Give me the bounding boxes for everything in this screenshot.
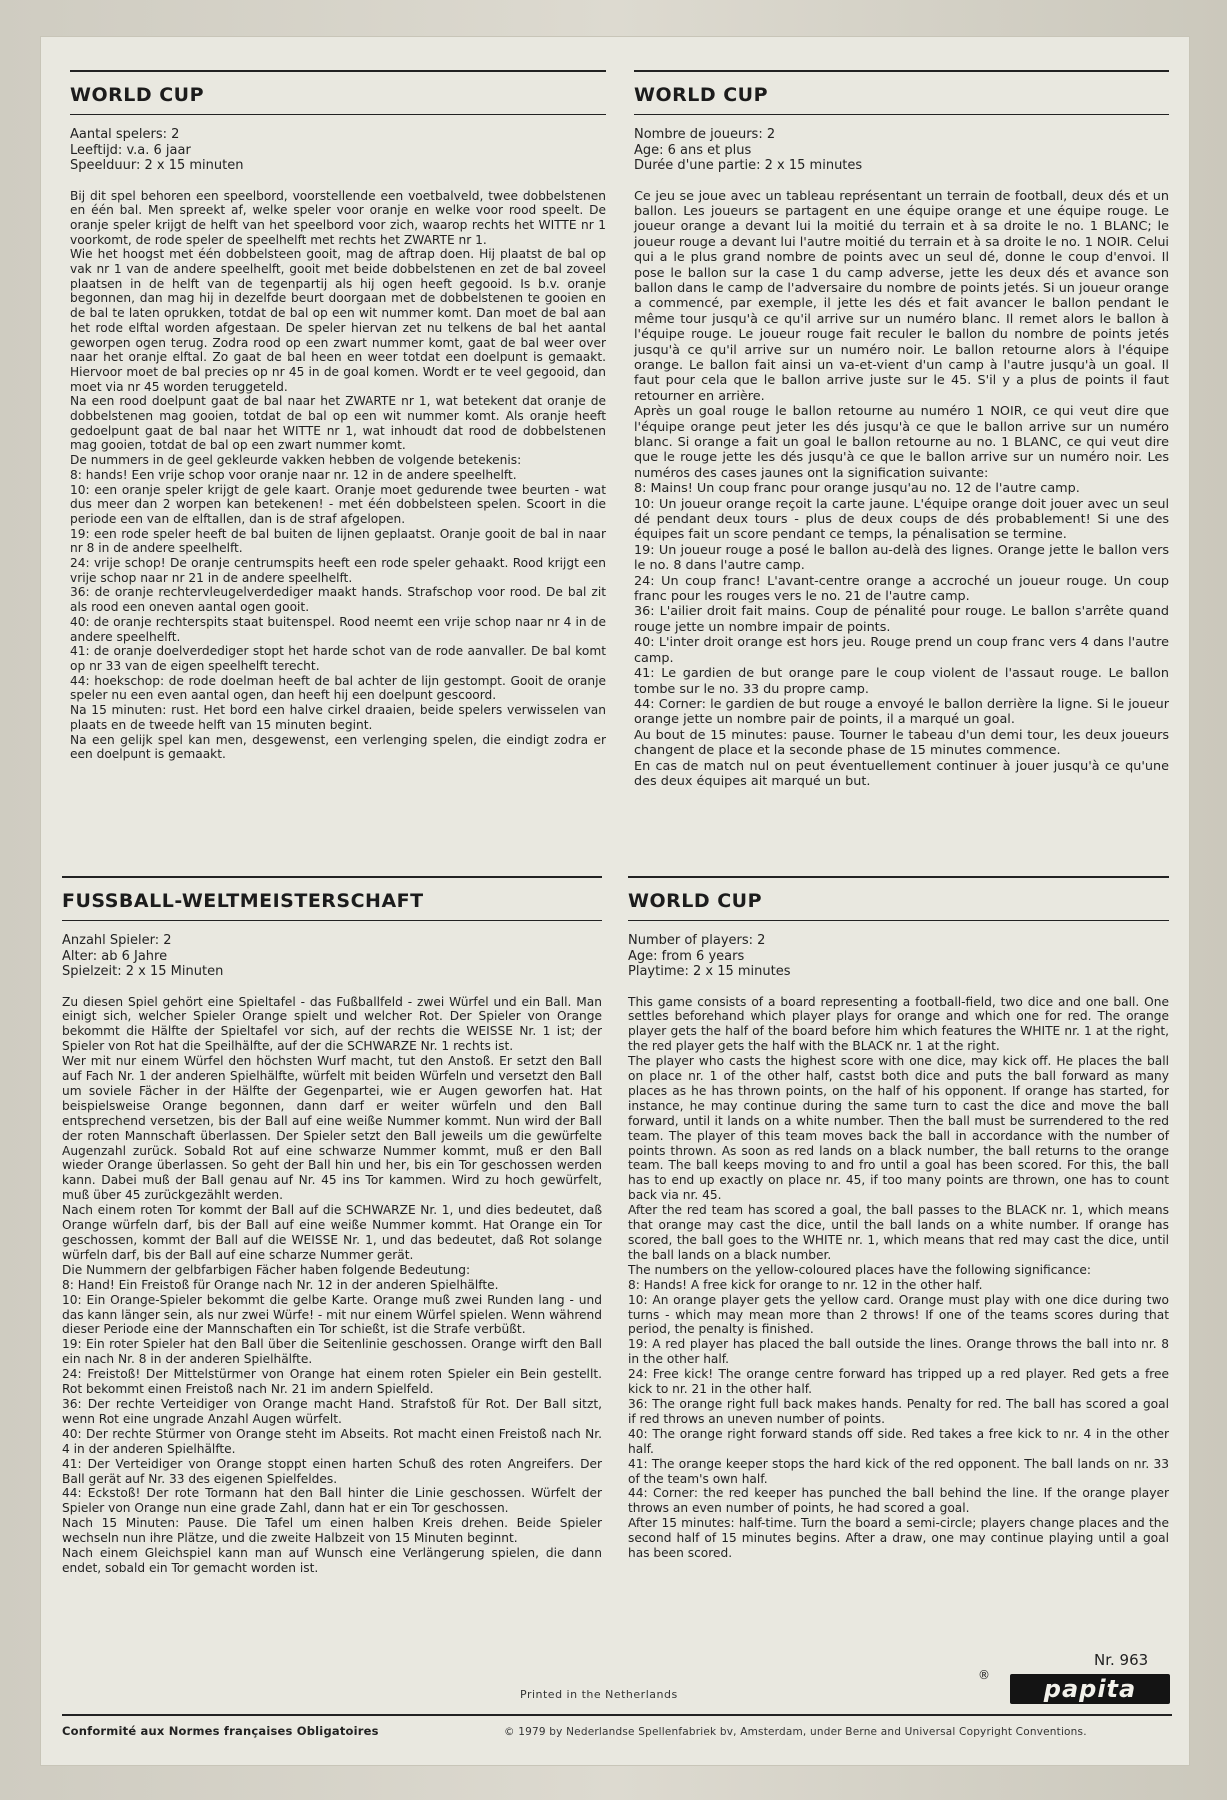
game-meta [628,933,1169,980]
rules-paragraph: 19: Un joueur rouge a posé le ballon au-delà des lignes. Orange jette le ballon vers le no. 8 dans l'autre camp. [634,542,1169,574]
rules-paragraph: 36: Der rechte Verteidiger von Orange macht Hand. Strafstoß für Rot. Der Ball sitzt, wenn Rot eine ungrade Anzahl Augen würfelt. [62,1396,602,1426]
rules-text [634,189,1169,790]
rules-english [628,876,1169,1561]
rules-paragraph: 8: Hand! Ein Freistoß für Orange nach Nr. 12 in der anderen Spielhälfte. [62,1277,499,1292]
rules-paragraph: 10: een oranje speler krijgt de gele kaart. Oranje moet gedurende twee beurten - wat dus meer dan 2 worpen kan betekenen! - met één dobbelsteen spelen. Scoort in die periode een van de elftallen, dan is de straf afgelopen. [70,482,606,526]
rules-paragraph: 24: Un coup franc! L'avant-centre orange a accroché un joueur rouge. Un coup franc pour les rouges vers le no. 21 de l'autre camp. [634,573,1169,605]
meta-line: Speelduur: 2 x 15 minuten [70,158,244,173]
meta-line: Anzahl Spieler: 2 [62,933,172,948]
meta-line: Number of players: 2 [628,933,766,948]
rules-paragraph: 8: Hands! A free kick for orange to nr. 12 in the other half. [628,1277,983,1292]
meta-line: Age: from 6 years [628,948,745,964]
rules-paragraph: Die Nummern der gelbfarbigen Fächer haben folgende Bedeutung: [62,1262,471,1277]
rules-paragraph: 41: The orange keeper stops the hard kick of the red opponent. The ball lands on nr. 33 of the team's own half. [628,1456,1169,1486]
game-meta [70,127,606,174]
panel-title: WORLD CUP [634,70,1169,115]
meta-line: Age: 6 ans et plus [634,142,752,158]
rules-paragraph: 24: vrije schop! De oranje centrumspits heeft een rode speler gehaakt. Rood krijgt een vrije schop naar nr 21 in de andere speelhelft. [70,556,606,585]
rules-paragraph: Ce jeu se joue avec un tableau représentant un terrain de football, deux dés et un ballon. Les joueurs se partagent en une équipe orange et une équipe rouge. Le joueur orange a devant lui la moitié du terrain et à sa droite le no. 1 BLANC; le joueur rouge a devant lui l'autre moitié du terrain et à sa droite le no. 1 NOIR. Celui qui a le plus grand nombre de points avec un seul dé, donne le coup d'envoi. Il pose le ballon sur la case 1 du camp adverse, jette les deux dés et avance son ballon dans le camp de l'adversaire du nombre de points jetés. Si un joueur orange a commencé, par exemple, il jette les dés et fait avancer le ballon pendant le même tour jusqu'à ce qu'il arrive sur un numéro blanc. Il remet alors le ballon à l'équipe rouge. Le joueur rouge fait reculer le ballon du nombre de points jetés jusqu'à ce qu'il arrive sur un numéro noir. Le ballon retourne alors à l'équipe orange. Le ballon fait ainsi un va-et-vient d'un camp à l'autre jusqu'à un goal. Il faut pour cela que le ballon arrive juste sur le 45. S'il y a plus de points il faut retourner en arrière. [634,188,1169,404]
panel-title: WORLD CUP [628,876,1169,921]
rules-paragraph: Na een gelijk spel kan men, desgewenst, een verlenging spelen, die eindigt zodra er een doelpunt is gemaakt. [70,732,606,762]
rules-paragraph: De nummers in de geel gekleurde vakken hebben de volgende betekenis: [70,453,522,468]
rules-paragraph: 36: The orange right full back makes hands. Penalty for red. The ball has scored a goal if red throws an uneven number of points. [628,1396,1169,1426]
rules-paragraph: This game consists of a board representing a football-field, two dice and one ball. One settles beforehand which player plays for orange and which one for red. The orange player gets the half of the board before him which features the WHITE nr. 1 at the right, the red player gets the half with the BLACK nr. 1 at the right. [628,994,1169,1054]
rules-paragraph: En cas de match nul on peut éventuellement continuer à jouer jusqu'à ce qu'une des deux équipes ait marqué un but. [634,758,1169,789]
rules-paragraph: Na een rood doelpunt gaat de bal naar het ZWARTE nr 1, wat betekent dat oranje de dobbelstenen mag gooien, totdat de bal op een wit nummer komt. Als oranje heeft gedoelpunt gaat de bal naar het WITTE nr 1, wat inhoudt dat rood de dobbelstenen mag gooien, totdat de bal op een zwart nummer komt. [70,394,606,453]
rules-paragraph: Wie het hoogst met één dobbelsteen gooit, mag de aftrap doen. Hij plaatst de bal op vak nr 1 van de andere speelhelft, gooit met beide dobbelstenen en zet de bal zoveel plaatsen in de helft van de tegenpartij als hij ogen heeft gegooid. Is b.v. oranje begonnen, dan mag hij in dezelfde beurt doorgaan met de dobbelstenen te gooien en de bal te laten oprukken, totdat de bal op een wit nummer komt. Dan moet de bal aan het rode elftal worden afgestaan. De speler hiervan zet nu telkens de bal het aantal geworpen ogen terug. Zodra rood op een zwart nummer komt, gaat de bal weer over naar het oranje elftal. Zo gaat de bal heen en weer totdat een doelpunt is gemaakt. Hiervoor moet de bal precies op nr 45 in de goal komen. Wordt er te veel gegooid, dan moet via nr 45 worden teruggeteld. [70,247,606,394]
rules-paragraph: 10: Un joueur orange reçoit la carte jaune. L'équipe orange doit jouer avec un seul dé pendant deux tours - plus de deux coups de dés probablement! Si une des équipes fait un score pendant ce temps, la pénalisation se termine. [634,496,1169,543]
rules-paragraph: 24: Free kick! The orange centre forward has tripped up a red player. Red gets a free kick to nr. 21 in the other half. [628,1367,1169,1397]
copyright-note: © 1979 by Nederlandse Spellenfabriek bv, Amsterdam, under Berne and Universal Copyright Conventions. [504,1726,1087,1738]
rules-paragraph: 41: de oranje doelverdediger stopt het harde schot van de rode aanvaller. De bal komt op nr 33 van de eigen speelhelft terecht. [70,644,606,673]
rules-paragraph: 10: An orange player gets the yellow card. Orange must play with one dice during two turns - which may mean more than 2 throws! If one of the teams scores during that period, the penalty is finished. [628,1292,1169,1337]
game-meta [62,933,602,980]
rules-paragraph: Après un goal rouge le ballon retourne au numéro 1 NOIR, ce qui veut dire que l'équipe orange peut jeter les dés jusqu'à ce que le ballon arrive sur un numéro blanc. Si orange a fait un goal le ballon retourne au no. 1 BLANC, ce qui veut dire que le rouge jette les dés jusqu'à ce que le ballon arrive sur un numéro noir. Les numéros des cases jaunes ont la signification suivante: [634,404,1169,481]
game-meta [634,127,1169,174]
rules-german [62,876,602,1576]
meta-line: Leeftijd: v.a. 6 jaar [70,142,191,158]
papita-logo: papita [1010,1674,1170,1704]
rules-paragraph: 36: de oranje rechtervleugelverdediger maakt hands. Strafschop voor rood. De bal zit als rood een oneven aantal ogen gooit. [70,585,606,615]
rules-paragraph: 40: The orange right forward stands off side. Red takes a free kick to nr. 4 in the other half. [628,1426,1169,1456]
rules-text [70,189,606,762]
rules-paragraph: The player who casts the highest score with one dice, may kick off. He places the ball on place nr. 1 of the other half, castst both dice and puts the ball forward as many places as he has thrown points, on the half of his opponent. If orange has started, for instance, he may continue during the same turn to cast the dice and move the ball forward, until it lands on a white number. Then the ball must be surrendered to the red team. The player of this team moves back the ball in accordance with the number of points thrown. As soon as red lands on a black number, the ball returns to the orange team. The ball keeps moving to and fro until a goal has been scored. For this, the ball has to end up exactly on place nr. 45, if too many points are thrown, one has to count back via nr. 45. [628,1054,1169,1203]
rules-paragraph: 19: Ein roter Spieler hat den Ball über die Seitenlinie geschossen. Orange wirft den Ball ein nach Nr. 8 in der anderen Spielhälfte. [62,1337,602,1367]
rules-paragraph: Nach einem roten Tor kommt der Ball auf die SCHWARZE Nr. 1, und dies bedeutet, daß Orange würfeln darf, bis der Ball auf eine weiße Nummer kommt. Hat Orange ein Tor geschossen, kommt der Ball auf die WEISSE Nr. 1, und das bedeutet, daß Rot solange würfeln darf, bis der Ball auf eine scharze Nummer gerät. [62,1203,602,1262]
rules-paragraph: 19: A red player has placed the ball outside the lines. Orange throws the ball into nr. 8 in the other half. [628,1337,1169,1367]
panel-title: WORLD CUP [70,70,606,115]
rules-text [628,995,1169,1561]
printed-in: Printed in the Netherlands [520,1688,678,1701]
meta-line: Nombre de joueurs: 2 [634,127,776,142]
rules-paragraph: 8: hands! Een vrije schop voor oranje naar nr. 12 in de andere speelhelft. [70,467,517,482]
rules-paragraph: 44: hoekschop: de rode doelman heeft de bal achter de lijn gestompt. Gooit de oranje speler nu een even aantal ogen, dan heeft hij een doelpunt gescoord. [70,673,606,703]
rules-paragraph: 36: L'ailier droit fait mains. Coup de pénalité pour rouge. Le ballon s'arrête quand rouge jette un nombre impair de points. [634,604,1169,635]
rules-paragraph: Nach 15 Minuten: Pause. Die Tafel um einen halben Kreis drehen. Beide Spieler wechseln nun ihre Plätze, und die zweite Halbzeit von 15 Minuten beginnt. [62,1516,602,1546]
meta-line: Alter: ab 6 Jahre [62,948,168,964]
rules-sheet [40,36,1190,1766]
rules-paragraph: Zu diesen Spiel gehört eine Spieltafel - das Fußballfeld - zwei Würfel und ein Ball. Man einigt sich, welcher Spieler Orange spielt und welcher Rot. Der Spieler von Orange bekommt die Hälfte der Spieltafel vor sich, auf der rechts die WEISSE Nr. 1 ist; der Spieler von Rot hat die Speilhälfte, auf der die SCHWARZE Nr. 1 rechts ist. [62,994,602,1054]
rules-paragraph: 24: Freistoß! Der Mittelstürmer von Orange hat einem roten Spieler ein Bein gestellt. Rot bekommt einen Freistoß nach Nr. 21 im andern Spielfeld. [62,1367,602,1397]
registered-mark: ® [978,1668,990,1682]
rules-paragraph: Bij dit spel behoren een speelbord, voorstellende een voetbalveld, twee dobbelstenen en één bal. Men spreekt af, welke speler voor oranje en welke voor rood speelt. De oranje speler krijgt de helft van het speelbord voor zich, waarop rechts het WITTE nr 1 voorkomt, de rode speler de speelhelft met rechts het ZWARTE nr 1. [70,188,606,247]
meta-line: Aantal spelers: 2 [70,127,180,142]
rules-paragraph: 44: Corner: the red keeper has punched the ball behind the line. If the orange player throws an even number of points, he had scored a goal. [628,1486,1169,1516]
rules-french [634,70,1169,789]
rules-paragraph: Nach einem Gleichspiel kann man auf Wunsch eine Verlängerung spielen, die dann endet, sobald ein Tor gemacht worden ist. [62,1546,602,1575]
rules-dutch [70,70,606,762]
rules-paragraph: 10: Ein Orange-Spieler bekommt die gelbe Karte. Orange muß zwei Runden lang - und das kann länger sein, als nur zwei Würfe! - mit nur einem Würfel spielen. Wenn während dieser Periode eine der Mannschaften ein Tor schießt, ist die Strafe verbüßt. [62,1292,603,1337]
rules-paragraph: 41: Le gardien de but orange pare le coup violent de l'assaut rouge. Le ballon tombe sur le no. 33 du propre camp. [634,666,1169,697]
rules-paragraph: 41: Der Verteidiger von Orange stoppt einen harten Schuß des roten Angreifers. Der Ball gerät auf Nr. 33 des eigenen Spielfeldes. [62,1456,602,1486]
rules-paragraph: 40: de oranje rechterspits staat buitenspel. Rood neemt een vrije schop naar nr 4 in de andere speelhelft. [70,614,606,644]
rules-paragraph: Au bout de 15 minutes: pause. Tourner le tabeau d'un demi tour, les deux joueurs changent de place et la seconde phase de 15 minutes commence. [634,727,1169,759]
rules-paragraph: 40: L'inter droit orange est hors jeu. Rouge prend un coup franc vers 4 dans l'autre camp. [634,635,1169,666]
meta-line: Spielzeit: 2 x 15 Minuten [62,964,224,979]
rules-paragraph: 40: Der rechte Stürmer von Orange steht im Abseits. Rot macht einen Freistoß nach Nr. 4 in der anderen Spielhälfte. [62,1426,602,1456]
rules-paragraph: 19: een rode speler heeft de bal buiten de lijnen geplaatst. Oranje gooit de bal in naar nr 8 in de andere speelhelft. [70,526,606,556]
rules-paragraph: After 15 minutes: half-time. Turn the board a semi-circle; players change places and the second half of 15 minutes begins. After a draw, one may continue playing until a goal has been scored. [628,1516,1169,1561]
rules-paragraph: The numbers on the yellow-coloured places have the following significance: [628,1262,1091,1277]
meta-line: Playtime: 2 x 15 minutes [628,964,791,979]
article-number: Nr. 963 [1094,1651,1149,1669]
rules-paragraph: 44: Eckstoß! Der rote Tormann hat den Ball hinter die Linie geschossen. Würfelt der Spieler von Orange nun eine grade Zahl, dann hat er ein Tor geschossen. [62,1486,602,1516]
rules-paragraph: 8: Mains! Un coup franc pour orange jusqu'au no. 12 de l'autre camp. [634,481,1080,497]
rules-text [62,995,602,1576]
rules-paragraph: Na 15 minuten: rust. Het bord een halve cirkel draaien, beide spelers verwisselen van plaats en de tweede helft van 15 minuten begint. [70,703,606,732]
footer-divider [62,1714,1172,1716]
rules-paragraph: 44: Corner: le gardien de but rouge a envoyé le ballon derrière la ligne. Si le joueur orange jette un nombre pair de points, il a marqué un goal. [634,696,1169,728]
meta-line: Durée d'une partie: 2 x 15 minutes [634,158,863,173]
rules-paragraph: Wer mit nur einem Würfel den höchsten Wurf macht, tut den Anstoß. Er setzt den Ball auf Fach Nr. 1 der anderen Spielhälfte, würfelt mit beiden Würfeln und versetzt den Ball um soviele Fächer in der Hälfte der Gegenpartei, wie er Augen geworfen hat. Hat beispielsweise Orange begonnen, dann darf er weiter würfeln und den Ball entsprechend versetzen, bis der Ball auf eine weiße Nummer kommt. Nun wird der Ball der roten Mannschaft überlassen. Der Spieler setzt den Ball jeweils um die gewürfelte Augenzahl zurück. Sobald Rot auf eine schwarze Nummer kommt, muß er den Ball wieder Orange überlassen. So geht der Ball hin und her, bis ein Tor geschossen werden kann. Dabei muß der Ball genau auf Nr. 45 ins Tor kammen. Wird zu hoch gewürfelt, muß über 45 zurückgezählt werden. [62,1054,602,1203]
rules-paragraph: After the red team has scored a goal, the ball passes to the BLACK nr. 1, which means that orange may cast the dice, until the ball lands on a white number. If orange has scored, the ball goes to the WHITE nr. 1, which means that red may cast the dice, until the ball lands on a black number. [628,1203,1169,1262]
panel-title: FUSSBALL-WELTMEISTERSCHAFT [62,876,602,921]
conformity-note: Conformité aux Normes françaises Obligatoires [62,1724,379,1738]
